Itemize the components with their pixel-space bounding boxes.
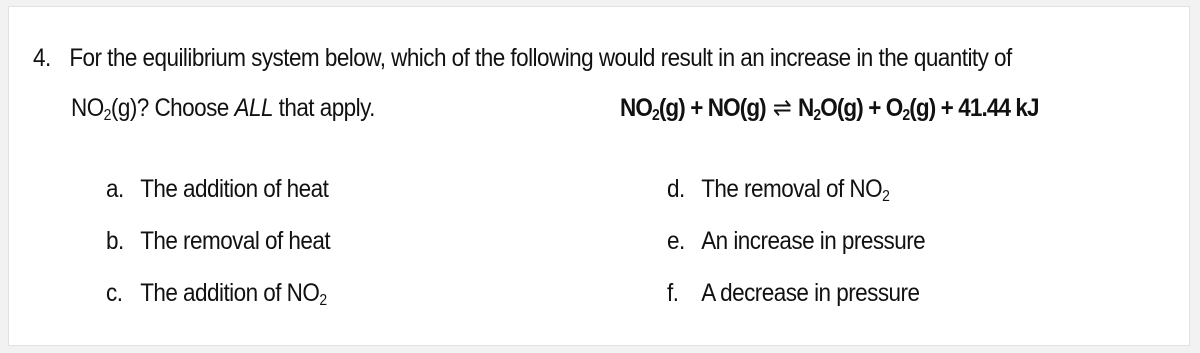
option-f	[667, 277, 919, 309]
option-text: A decrease in pressure	[701, 279, 920, 307]
question-stem-line1	[33, 42, 1012, 74]
option-label: c.	[106, 279, 123, 307]
option-label: b.	[106, 227, 124, 255]
option-label: d.	[667, 175, 685, 203]
option-text: The addition of NO	[140, 279, 320, 307]
emphasis-all: ALL	[234, 94, 273, 122]
option-text: The removal of NO	[701, 175, 883, 203]
option-label: e.	[667, 227, 685, 255]
option-text: The addition of heat	[140, 175, 329, 203]
option-text: The removal of heat	[140, 227, 331, 255]
option-c: c. The addition of $NO_2$	[106, 279, 327, 309]
option-text: An increase in pressure	[701, 227, 926, 255]
option-label: a.	[106, 175, 124, 203]
option-e	[667, 225, 925, 257]
option-b	[106, 225, 330, 257]
option-a	[106, 173, 328, 205]
option-label: f.	[667, 279, 679, 307]
question-stem-line2: $NO_2(g)$? Choose ALL that apply.	[71, 94, 375, 124]
equilibrium-equation: $NO_2(g) + NO(g)$ ⇌ $N_2O(g) + O_2(g) + 41.44$ kJ	[620, 94, 1039, 124]
question-number: 4.	[33, 44, 51, 72]
option-d: d. The removal of $NO_2$	[667, 175, 890, 205]
question-stem-text: For the equilibrium system below, which of the following would result in an increase in the quantity of	[69, 44, 1012, 72]
equilibrium-arrow-icon: ⇌	[772, 94, 791, 122]
